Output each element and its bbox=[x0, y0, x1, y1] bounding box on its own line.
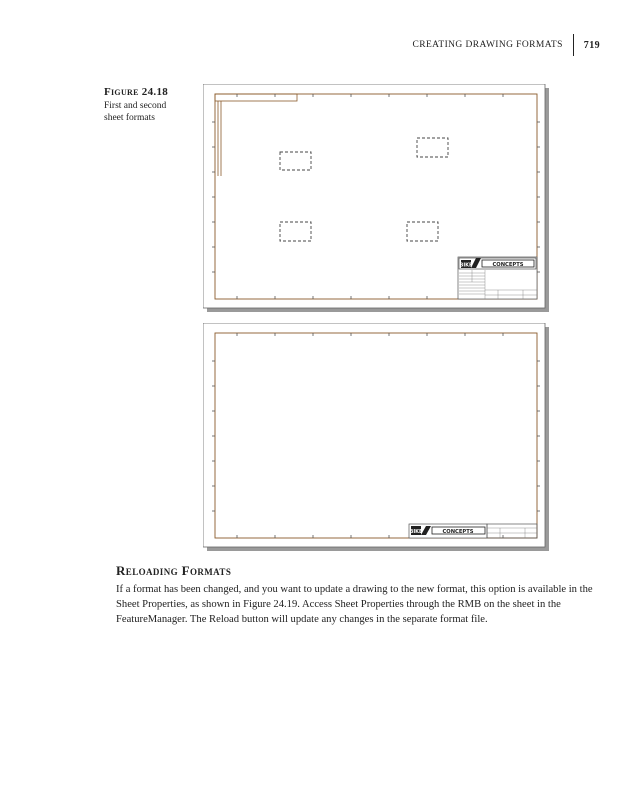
sheet-format-2-drawing bbox=[203, 323, 551, 553]
title-block-1-company: CONCEPTS bbox=[492, 262, 524, 268]
chapter-title: CREATING DRAWING FORMATS bbox=[412, 40, 563, 50]
sheet-format-1 bbox=[203, 84, 551, 314]
figure-caption bbox=[104, 86, 204, 124]
figure-label: Figure 24.18 bbox=[104, 86, 169, 98]
section-heading: Reloading Formats bbox=[116, 563, 232, 578]
page-number: 719 bbox=[583, 39, 600, 51]
title-block-2-company: CONCEPTS bbox=[442, 529, 474, 535]
body-paragraph: If a format has been changed, and you want to update a drawing to the new format, this option is available in the Sheet Properties, as shown in Figure 24.19. Access Sheet Properties through the RMB on the sheet in the FeatureManager. The Reload button will update any changes in the separate format file. bbox=[116, 584, 593, 625]
sheet-format-2 bbox=[203, 323, 551, 553]
title-block-1-logo: BIKE bbox=[459, 262, 473, 269]
header-divider bbox=[573, 34, 574, 56]
figure-caption-text bbox=[104, 100, 204, 124]
title-block-2-logo: BIKE bbox=[409, 529, 423, 535]
caption-line-2: sheet formats bbox=[104, 113, 155, 123]
title-block-1 bbox=[458, 257, 537, 299]
sheet-format-1-drawing bbox=[203, 84, 551, 314]
caption-line-1: First and second bbox=[104, 101, 167, 111]
running-header bbox=[413, 36, 601, 54]
